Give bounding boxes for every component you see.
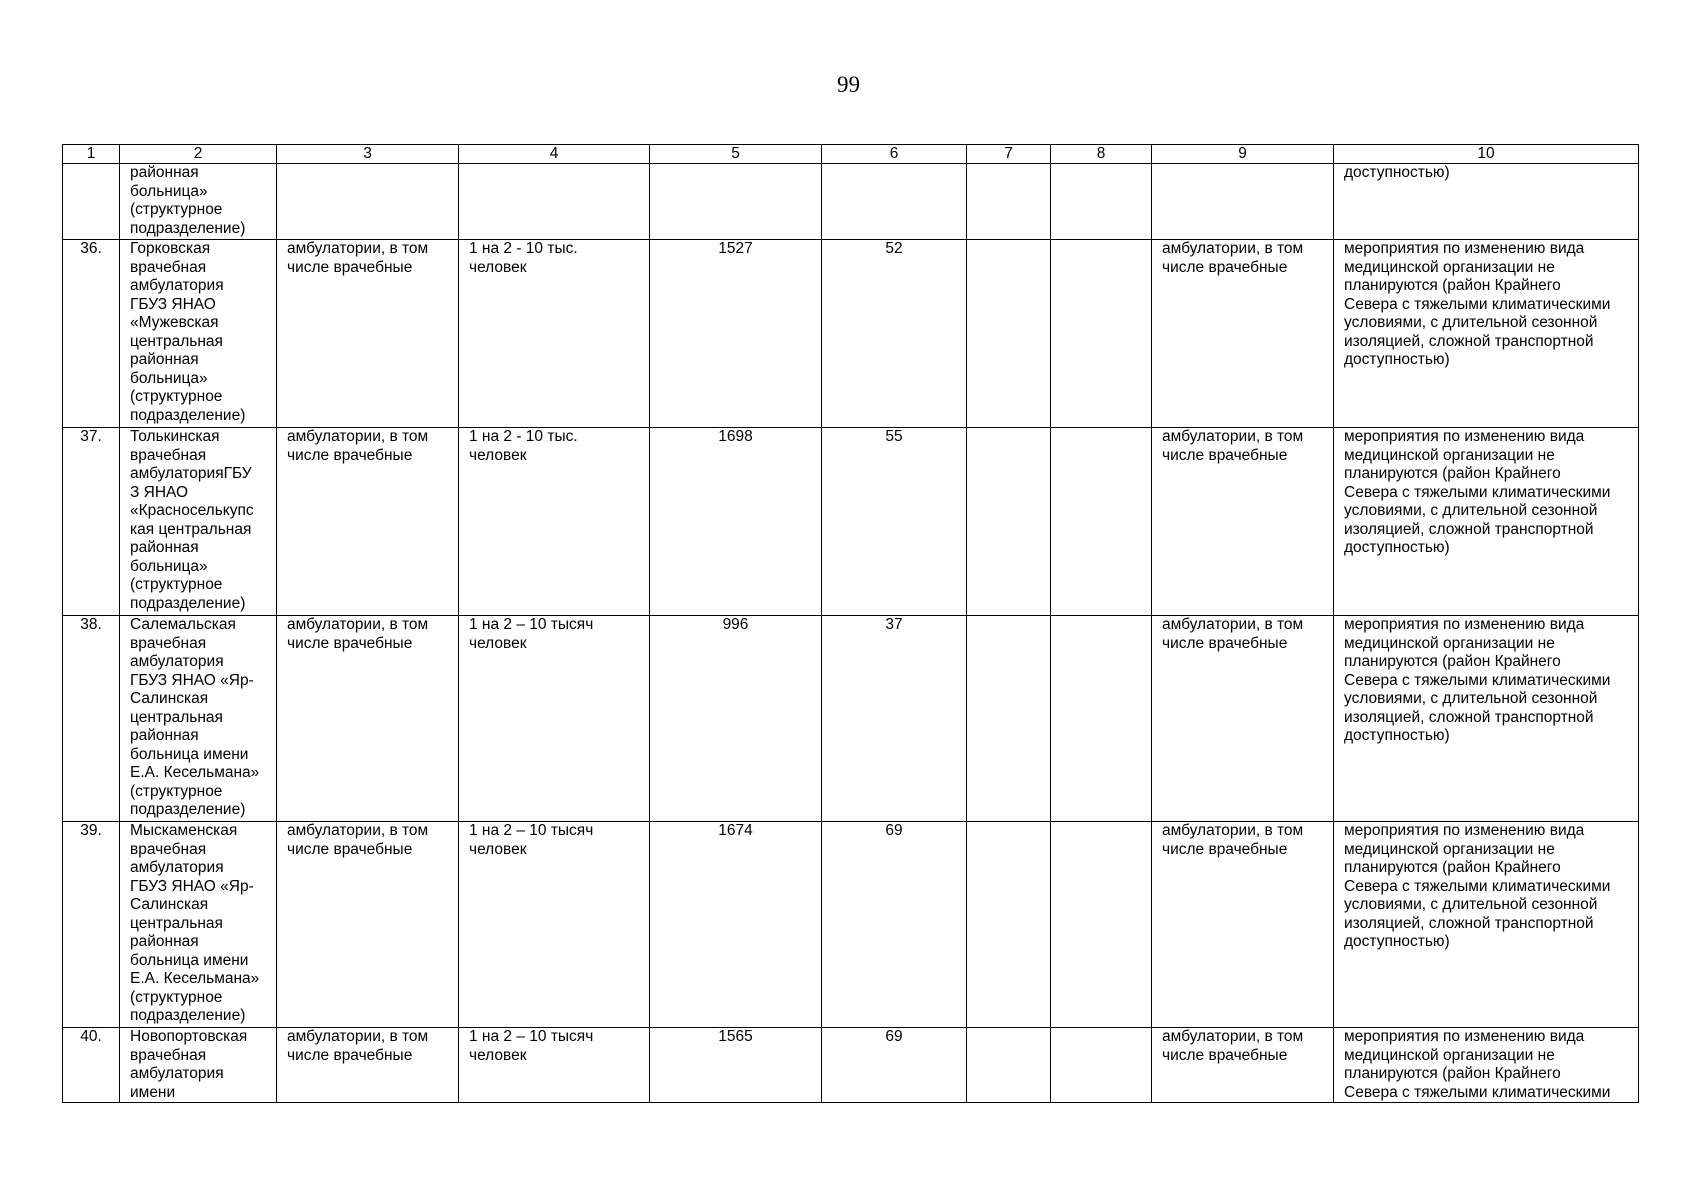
facility-name-cell: Мыскаменская врачебная амбулатория ГБУЗ ЯНАО «Яр- Салинская центральная районная больница имени Е.А. Кесельмана» (структурное подразделение) — [120, 822, 277, 1028]
measures-cell: мероприятия по изменению вида медицинской организации не планируются (район Крайнего Севера с тяжелыми климатическими условиями, с длительной сезонной изоляцией, сложной транспортной доступностью) — [1334, 428, 1639, 616]
population-cell: 996 — [650, 616, 822, 822]
column-header-4: 4 — [459, 145, 650, 164]
column-header-5: 5 — [650, 145, 822, 164]
column-8-cell — [1051, 822, 1152, 1028]
column-7-cell — [967, 240, 1051, 428]
table-row — [63, 1028, 1639, 1103]
row-number-cell: 37. — [63, 428, 120, 616]
target-type-cell: амбулатории, в том числе врачебные — [1152, 616, 1334, 822]
table-header — [63, 145, 1639, 164]
target-type-cell: амбулатории, в том числе врачебные — [1152, 822, 1334, 1028]
population-cell: 1674 — [650, 822, 822, 1028]
column-7-cell — [967, 164, 1051, 240]
table-row — [63, 616, 1639, 822]
header-row — [63, 145, 1639, 164]
facility-type-cell: амбулатории, в том числе врачебные — [277, 616, 459, 822]
facility-type-cell: амбулатории, в том числе врачебные — [277, 240, 459, 428]
population-cell — [650, 164, 822, 240]
table-row — [63, 164, 1639, 240]
measures-cell: мероприятия по изменению вида медицинской организации не планируются (район Крайнего Севера с тяжелыми климатическими условиями, с длительной сезонной изоляцией, сложной транспортной доступностью) — [1334, 616, 1639, 822]
column-header-8: 8 — [1051, 145, 1152, 164]
norm-cell — [459, 164, 650, 240]
table-row — [63, 240, 1639, 428]
distance-cell — [822, 164, 967, 240]
column-header-3: 3 — [277, 145, 459, 164]
column-header-6: 6 — [822, 145, 967, 164]
distance-cell: 69 — [822, 1028, 967, 1103]
measures-cell: мероприятия по изменению вида медицинской организации не планируются (район Крайнего Севера с тяжелыми климатическими условиями, с длительной сезонной изоляцией, сложной транспортной доступностью) — [1334, 240, 1639, 428]
column-8-cell — [1051, 164, 1152, 240]
row-number-cell: 38. — [63, 616, 120, 822]
column-7-cell — [967, 822, 1051, 1028]
population-cell: 1565 — [650, 1028, 822, 1103]
table-row — [63, 428, 1639, 616]
facility-name-cell: Новопортовская врачебная амбулатория имени — [120, 1028, 277, 1103]
row-number-cell: 39. — [63, 822, 120, 1028]
norm-cell: 1 на 2 – 10 тысяч человек — [459, 616, 650, 822]
distance-cell: 55 — [822, 428, 967, 616]
facility-type-cell: амбулатории, в том числе врачебные — [277, 1028, 459, 1103]
measures-cell: мероприятия по изменению вида медицинской организации не планируются (район Крайнего Севера с тяжелыми климатическими условиями, с длительной сезонной изоляцией, сложной транспортной доступностью) — [1334, 822, 1639, 1028]
column-7-cell — [967, 616, 1051, 822]
facility-type-cell: амбулатории, в том числе врачебные — [277, 428, 459, 616]
table-row — [63, 822, 1639, 1028]
population-cell: 1527 — [650, 240, 822, 428]
table-body — [63, 164, 1639, 1103]
facility-name-cell: районная больница» (структурное подразделение) — [120, 164, 277, 240]
page-number: 99 — [837, 72, 860, 97]
column-header-9: 9 — [1152, 145, 1334, 164]
column-header-10: 10 — [1334, 145, 1639, 164]
facility-type-cell — [277, 164, 459, 240]
distance-cell: 69 — [822, 822, 967, 1028]
column-header-2: 2 — [120, 145, 277, 164]
measures-cell: мероприятия по изменению вида медицинской организации не планируются (район Крайнего Севера с тяжелыми климатическими — [1334, 1028, 1639, 1103]
target-type-cell — [1152, 164, 1334, 240]
column-header-1: 1 — [63, 145, 120, 164]
column-7-cell — [967, 428, 1051, 616]
distance-cell: 37 — [822, 616, 967, 822]
column-8-cell — [1051, 428, 1152, 616]
column-8-cell — [1051, 616, 1152, 822]
target-type-cell: амбулатории, в том числе врачебные — [1152, 1028, 1334, 1103]
norm-cell: 1 на 2 – 10 тысяч человек — [459, 1028, 650, 1103]
norm-cell: 1 на 2 - 10 тыс. человек — [459, 428, 650, 616]
measures-cell: доступностью) — [1334, 164, 1639, 240]
facilities-table — [62, 144, 1639, 1103]
norm-cell: 1 на 2 – 10 тысяч человек — [459, 822, 650, 1028]
column-8-cell — [1051, 240, 1152, 428]
facility-type-cell: амбулатории, в том числе врачебные — [277, 822, 459, 1028]
norm-cell: 1 на 2 - 10 тыс. человек — [459, 240, 650, 428]
target-type-cell: амбулатории, в том числе врачебные — [1152, 240, 1334, 428]
facility-name-cell: Горковская врачебная амбулатория ГБУЗ ЯНАО «Мужевская центральная районная больница» (структурное подразделение) — [120, 240, 277, 428]
row-number-cell — [63, 164, 120, 240]
row-number-cell: 40. — [63, 1028, 120, 1103]
facility-name-cell: Салемальская врачебная амбулатория ГБУЗ ЯНАО «Яр- Салинская центральная районная больница имени Е.А. Кесельмана» (структурное подразделение) — [120, 616, 277, 822]
column-7-cell — [967, 1028, 1051, 1103]
column-8-cell — [1051, 1028, 1152, 1103]
population-cell: 1698 — [650, 428, 822, 616]
row-number-cell: 36. — [63, 240, 120, 428]
target-type-cell: амбулатории, в том числе врачебные — [1152, 428, 1334, 616]
distance-cell: 52 — [822, 240, 967, 428]
column-header-7: 7 — [967, 145, 1051, 164]
facility-name-cell: Толькинская врачебная амбулаторияГБУ З ЯНАО «Красноселькупс кая центральная районная больница» (структурное подразделение) — [120, 428, 277, 616]
